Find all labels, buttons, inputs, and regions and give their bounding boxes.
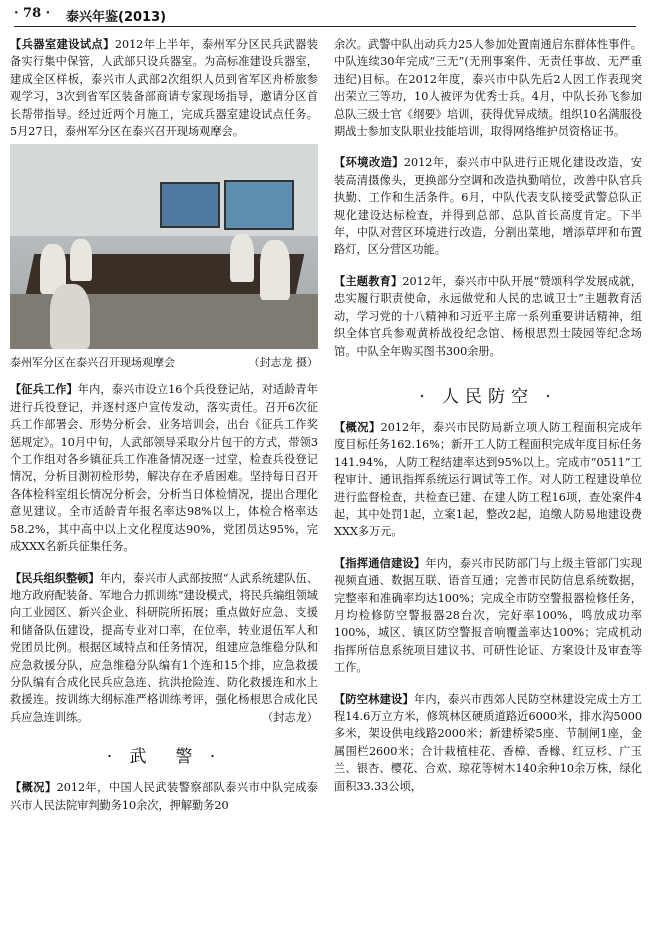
entry-tag: 【防空林建设】	[334, 692, 414, 706]
paragraph-police-overview	[10, 779, 318, 814]
paragraph-command-comm	[334, 555, 642, 677]
entry-text: 2012年，泰兴市中队开展“赞颂科学发展成就，忠实履行职责使命，永远做党和人民的忠诚卫士”主题教育活动，学习党的十八精神和习近平主席一系列重要讲话精神，组织全体官兵参观黄桥战役纪念馆、杨根思烈士陵园等纪念场馆。中队全年购买图书300余册。	[334, 274, 642, 358]
section-heading-civil-defense: · 人民防空 ·	[419, 386, 557, 407]
entry-text: 年内，泰兴市人武部按照“人武系统建队伍、地方政府配装备、军地合力抓训练”建设模式，将民兵编组领域向工业园区、新兴企业、科研院所拓展；重点做好应急、支援和储备队伍建设，提高专业对口率，在位率，转业退伍军人和党团员比例。根据区域特点和任务情况，组建应急维稳分队和应急救援分队，应急维稳分队编有1个连和15个排，应急救援分队编有合成化民兵应急连、抗洪抢险连、防化救援连和水上救援连。按训练大纲标准严格训练考评，强化杨根思合成化民兵应急连训练。	[10, 571, 318, 724]
author-credit: （封志龙）	[262, 710, 318, 724]
paragraph-defense-overview	[334, 419, 642, 541]
photo-credit: （封志龙 摄）	[248, 356, 318, 370]
paragraph-weapons-room	[10, 36, 318, 140]
paragraph-environment	[334, 154, 642, 258]
page-number: · 78 ·	[14, 6, 51, 21]
header-rule	[14, 26, 636, 27]
left-column	[10, 36, 318, 814]
entry-text: 年内，泰兴市民防部门与上级主管部门实现视频直通、数据互联、语音互通；完善市民防信息系统数据，完整率和准确率均达100%；完成全市防空警报器检修任务，月均检修防空警报器28台次，完好率100%，鸣放成功率100%，城区、镇区防空警报音响覆盖率达100%；完成机动指挥所信息系统项目建议书、可研性论证、方案设计及审查等工作。	[334, 556, 642, 675]
entry-tag: 【民兵组织整顿】	[10, 571, 100, 585]
right-column	[334, 36, 642, 795]
entry-tag: 【主题教育】	[334, 274, 403, 288]
entry-tag: 【兵器室建设试点】	[10, 38, 115, 51]
entry-tag: 【概况】	[334, 420, 381, 434]
entry-text: 年内，泰兴市西郊人民防空林建设完成土方工程14.6万立方米，修筑林区硬质道路近6000米，排水沟5000多米，架设供电线路2000米；新建桥梁5座、节制闸1座，金属围栏2600米；合计栽植桂花、香樟、香橼、红豆杉、广玉兰、银杏、樱花、合欢、琼花等树木140余种10余万株，绿化面积33.33公顷，	[334, 692, 642, 793]
photo-caption	[10, 355, 318, 371]
paragraph-conscription	[10, 381, 318, 555]
paragraph-police-continued	[334, 36, 642, 140]
entry-tag: 【征兵工作】	[10, 383, 78, 397]
book-title: 泰兴年鉴(2013)	[66, 10, 167, 25]
entry-text: 2012年，泰兴市民防局新立项人防工程面积完成年度目标任务162.16%；新开工人防工程面积完成年度目标任务141.94%，人防工程结建率达到95%以上。完成市“0511”工程审计、通讯指挥系统运行调试等工作。对人防工程建设单位进行监督检查，共检查已建、在建人防工程16项，查处案件4起，其中处罚1起，立案1起，整改2起，追缴人防易地建设费XXX多万元。	[334, 420, 642, 539]
entry-text: 2012年上半年，泰州军分区民兵武器装备实行集中保管，人武部只设兵器室。为高标准建设兵器室，建成全区样板，泰兴市人武部2次组织人员到省军区舟桥旅参观学习，3次到省军区装备部商请专家现场指导，邀请分区首长帮带指导。经过近两个月施工，完成兵器室建设试点任务。5月27日，泰州军分区在泰兴召开现场观摩会。	[10, 38, 318, 139]
paragraph-militia	[10, 570, 318, 727]
paragraph-education	[334, 273, 642, 360]
caption-text: 泰州军分区在泰兴召开现场观摩会	[10, 356, 175, 370]
paragraph-forest	[334, 691, 642, 795]
section-heading-armed-police: · 武 警 ·	[106, 747, 222, 768]
entry-tag: 【环境改造】	[334, 156, 404, 170]
entry-text: 余次。武警中队出动兵力25人参加处置南通启东群体性事件。中队连续30年完成“三无”(无刑事案件、无责任事故、无严重违纪)目标。在2012年度，泰兴市中队先后2人因工作表现突出荣立三等功，10人被评为优秀士兵。4月，中队长孙飞参加总队三级士官《纲要》培训，获得优异成绩。组织10名满服役期战士参加支队职业技能培训，取得网络维护员资格证书。	[334, 38, 642, 139]
entry-tag: 【概况】	[10, 781, 57, 795]
page-header	[0, 0, 650, 30]
entry-text: 年内，泰兴市设立16个兵役登记站，对适龄青年进行兵役登记，并逐村逐户宣传发动，落实责任。召开6次征兵工作部署会、形势分析会、业务培训会，出台《征兵工作奖惩规定》。10月中旬，人武部领导采取分片包干的方式，带领3个工作组对各乡镇征兵工作准备情况逐一过堂，检查兵役登记情况，分析目测初检形势，解决存在矛盾困难。坚持每日召开各体检科室组长情况分析会，分析当日体检情况，提出合理化意见建议。全市适龄青年报名率达98%以上，体检合格率达58.2%，其中高中以上文化程度达90%，党团员达95%，完成XXX名新兵征集任务。	[10, 383, 318, 554]
entry-tag: 【指挥通信建设】	[334, 556, 426, 570]
entry-text: 2012年，中国人民武装警察部队泰兴市中队完成泰兴市人民法院审判勤务10余次，押解勤务20	[10, 781, 318, 812]
meeting-photo	[10, 144, 318, 349]
entry-text: 2012年，泰兴市中队进行正规化建设改造，安装高清摄像头，更换部分空调和改造执勤哨位，改善中队官兵执勤、工作和生活条件。6月，中队代表支队接受武警总队正规化建设达标检查，并得到总部、总队首长高度肯定。下半年，中队对营区环境进行改造，分割出菜地，增添草坪和布置路灯，区分营区功能。	[334, 156, 642, 257]
